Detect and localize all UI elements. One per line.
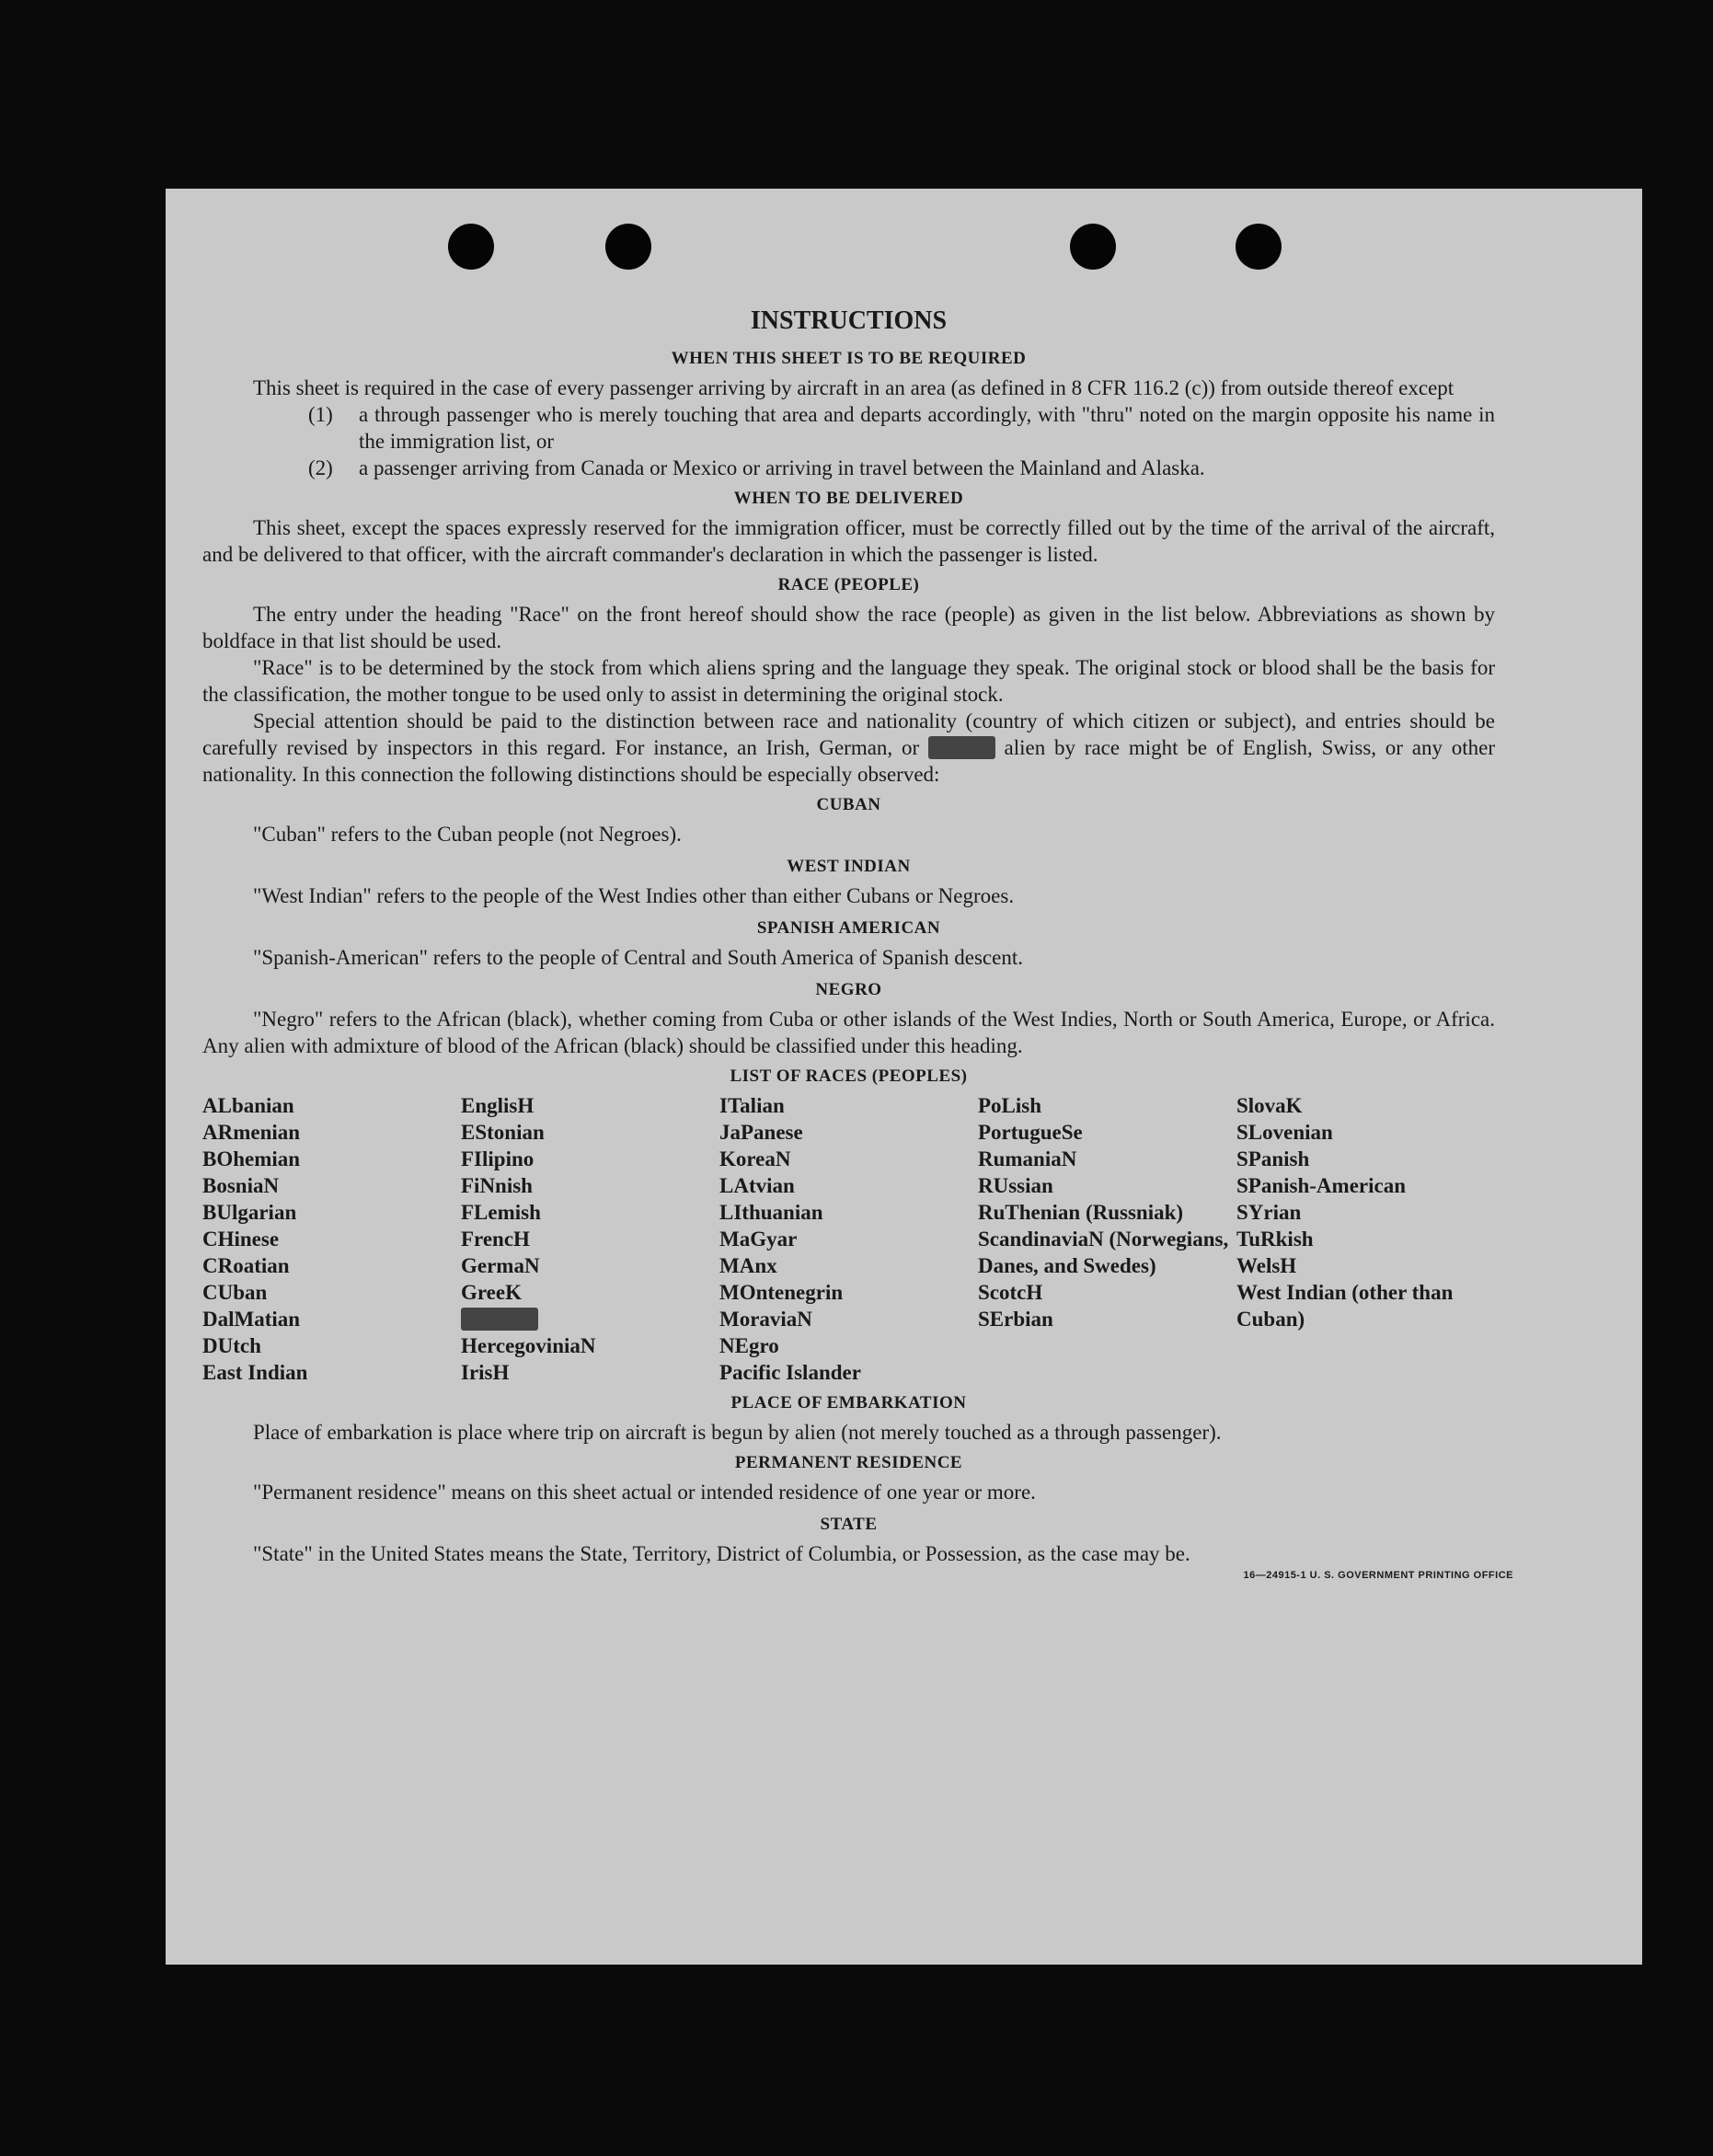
race-item: FrencH (461, 1228, 530, 1251)
paragraph-negro: "Negro" refers to the African (black), whether coming from Cuba or other islands of the West Indies, North or South America, Europe, or Africa. Any alien with admixture of blood of the African (black) should be classified under this heading. (202, 1008, 1495, 1057)
paragraph-embarkation: Place of embarkation is place where trip on aircraft is begun by alien (not merely touched as a through passenger). (253, 1421, 1222, 1444)
heading-embarkation: PLACE OF EMBARKATION (730, 1393, 967, 1412)
heading-when-delivered: WHEN TO BE DELIVERED (733, 489, 964, 508)
paragraph-race-3 (202, 708, 1495, 788)
race-item: WelsH (1236, 1254, 1297, 1277)
race-item: KoreaN (719, 1147, 791, 1170)
race-item: EnglisH (461, 1094, 535, 1117)
race-item: EStonian (461, 1121, 545, 1144)
race-item: MAnx (719, 1254, 777, 1277)
race-column-5 (1236, 1092, 1495, 1386)
race-item: West Indian (other than Cuban) (1236, 1281, 1454, 1331)
race-item: East Indian (202, 1361, 308, 1384)
punch-hole (605, 224, 651, 270)
race-item: RuThenian (Russniak) (978, 1201, 1184, 1224)
race-item: NEgro (719, 1334, 779, 1357)
race-item: TuRkish (1236, 1228, 1314, 1251)
race-item: DalMatian (202, 1308, 301, 1331)
race-item: ALbanian (202, 1094, 294, 1117)
paragraph-race-1: The entry under the heading "Race" on the front hereof should show the race (people) as given in the list below. Abbreviations as shown by boldface in that list should be used. (202, 603, 1495, 652)
race-item: PortugueSe (978, 1121, 1083, 1144)
race-item: JaPanese (719, 1121, 803, 1144)
race-item: CHinese (202, 1228, 280, 1251)
race-item: BUlgarian (202, 1201, 297, 1224)
heading-when-required: WHEN THIS SHEET IS TO BE REQUIRED (671, 349, 1027, 368)
document-body (202, 306, 1513, 1581)
heading-state: STATE (820, 1515, 878, 1534)
list-item-number: (2) (308, 456, 333, 479)
race-item: CRoatian (202, 1254, 290, 1277)
heading-cuban: CUBAN (816, 795, 881, 814)
paragraph-spanish-american: "Spanish-American" refers to the people of Central and South America of Spanish descent. (253, 946, 1023, 969)
race-item: DUtch (202, 1334, 261, 1357)
heading-race: RACE (PEOPLE) (777, 575, 920, 594)
paragraph-delivered: This sheet, except the spaces expressly reserved for the immigration officer, must be correctly filled out by the time of the arrival of the aircraft, and be delivered to that officer, with the aircraft commander's declaration in which the passenger is listed. (202, 516, 1495, 566)
race-item: MoraviaN (719, 1308, 812, 1331)
redacted-word (461, 1308, 538, 1331)
race-item: BosniaN (202, 1174, 280, 1197)
race-list (202, 1092, 1495, 1386)
race-column-4 (978, 1092, 1236, 1386)
punch-hole (448, 224, 494, 270)
race-item: SPanish-American (1236, 1174, 1406, 1197)
race-item: MaGyar (719, 1228, 798, 1251)
punch-hole (1070, 224, 1116, 270)
race-item: HercegoviniaN (461, 1334, 596, 1357)
list-item-text: a passenger arriving from Canada or Mexico or arriving in travel between the Mainland and Alaska. (359, 456, 1205, 479)
race-item: FLemish (461, 1201, 541, 1224)
race-item: RumaniaN (978, 1147, 1077, 1170)
paragraph-race-3-b: alien by race might be of English, Swiss, or any other nationality. In this connection the following distinctions should be especially observed: (202, 736, 1496, 786)
race-item: CUban (202, 1281, 268, 1304)
heading-negro: NEGRO (815, 980, 882, 999)
race-item: BOhemian (202, 1147, 301, 1170)
heading-permanent-residence: PERMANENT RESIDENCE (734, 1453, 963, 1472)
punch-hole (1236, 224, 1282, 270)
list-item (202, 455, 1495, 481)
race-item: PoLish (978, 1094, 1042, 1117)
race-item: GermaN (461, 1254, 540, 1277)
state-section (202, 1540, 1513, 1581)
race-column-3 (719, 1092, 978, 1386)
paragraph-race-3-a: Special attention should be paid to the distinction between race and nationality (country of which citizen or subject), and entries should be carefully revised by inspectors in this regard. For instance, an Irish, German, or (202, 709, 1495, 759)
page-title: INSTRUCTIONS (750, 306, 948, 335)
race-item: MOntenegrin (719, 1281, 844, 1304)
list-item (202, 401, 1495, 455)
paragraph-cuban: "Cuban" refers to the Cuban people (not Negroes). (253, 823, 682, 846)
instruction-sheet (166, 189, 1642, 1965)
paragraph-required: This sheet is required in the case of every passenger arriving by aircraft in an area (as defined in 8 CFR 116.2 (c)) from outside thereof except (253, 376, 1454, 399)
race-item: LAtvian (719, 1174, 795, 1197)
race-item: Pacific Islander (719, 1361, 861, 1384)
race-item: SPanish (1236, 1147, 1310, 1170)
redacted-word (928, 736, 995, 759)
race-item: RUssian (978, 1174, 1053, 1197)
paragraph-state: "State" in the United States means the State, Territory, District of Columbia, or Possession, as the case may be. (253, 1542, 1190, 1565)
race-item: SErbian (978, 1308, 1053, 1331)
heading-spanish-american: SPANISH AMERICAN (756, 918, 941, 938)
printer-imprint: 16—24915-1 U. S. GOVERNMENT PRINTING OFFICE (1243, 1570, 1513, 1581)
race-item: ITalian (719, 1094, 785, 1117)
race-item: ScandinaviaN (Norwegians, Danes, and Swedes) (978, 1228, 1229, 1277)
paragraph-permanent-residence: "Permanent residence" means on this sheet actual or intended residence of one year or more. (253, 1481, 1036, 1504)
heading-list-of-races: LIST OF RACES (PEOPLES) (730, 1066, 968, 1086)
race-item (461, 1306, 719, 1332)
race-item: ARmenian (202, 1121, 301, 1144)
list-item-text: a through passenger who is merely touching that area and departs accordingly, with "thru" noted on the margin opposite his name in the immigration list, or (359, 403, 1495, 453)
race-column-2 (461, 1092, 719, 1386)
race-item: ScotcH (978, 1281, 1043, 1304)
race-column-1 (202, 1092, 461, 1386)
race-item: IrisH (461, 1361, 510, 1384)
paragraph-race-2: "Race" is to be determined by the stock from which aliens spring and the language they speak. The original stock or blood shall be the basis for the classification, the mother tongue to be used only to assist in determining the original stock. (202, 656, 1495, 706)
heading-west-indian: WEST INDIAN (787, 857, 911, 876)
race-item: SLovenian (1236, 1121, 1333, 1144)
race-item: FIlipino (461, 1147, 535, 1170)
race-item: FiNnish (461, 1174, 533, 1197)
paragraph-west-indian: "West Indian" refers to the people of the West Indies other than either Cubans or Negroes. (253, 884, 1015, 907)
race-item: SYrian (1236, 1201, 1302, 1224)
race-item: SlovaK (1236, 1094, 1303, 1117)
race-item: GreeK (461, 1281, 522, 1304)
race-item: LIthuanian (719, 1201, 823, 1224)
list-item-number: (1) (308, 403, 333, 426)
